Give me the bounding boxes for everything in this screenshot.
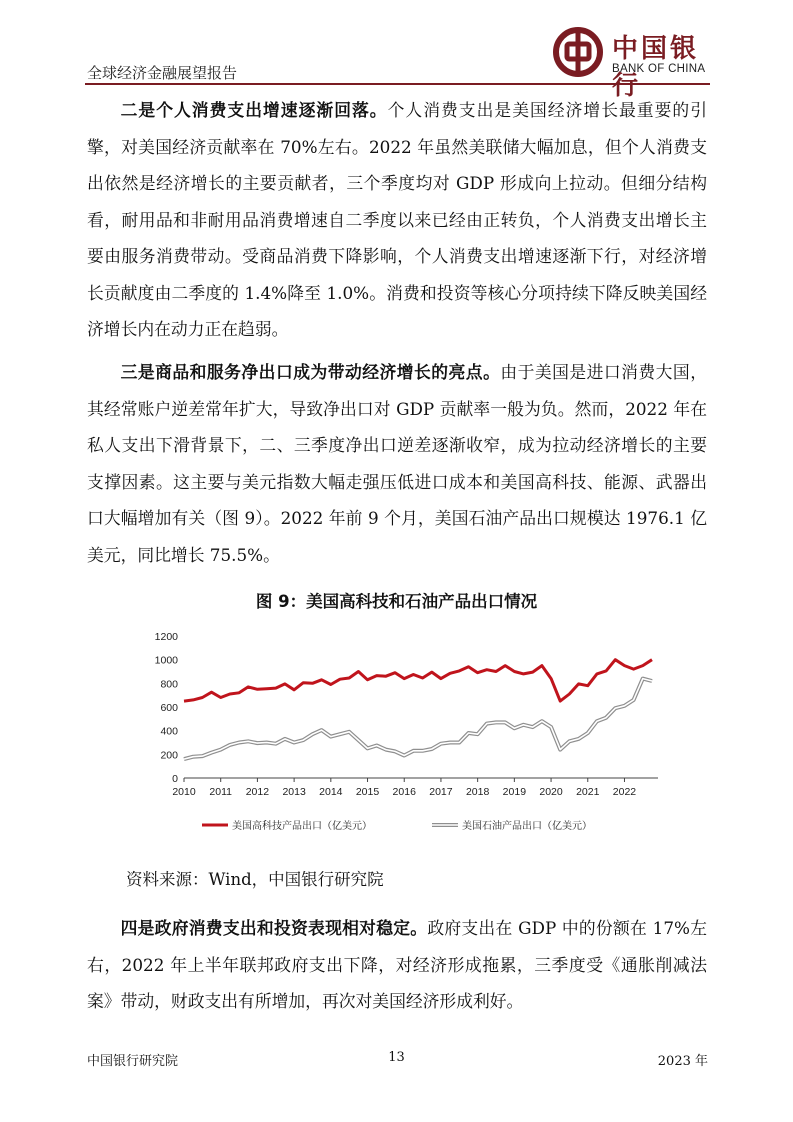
x-tick-label: 2013 (282, 786, 306, 798)
x-tick-label: 2012 (245, 786, 270, 798)
footer-institution: 中国银行研究院 (87, 1054, 179, 1069)
paragraph-heading: 二是个人消费支出增速逐渐回落。 (120, 100, 388, 120)
x-tick-label: 2021 (576, 786, 600, 798)
export-line-chart (140, 628, 680, 843)
x-tick-label: 2022 (612, 786, 637, 798)
x-tick-label: 2016 (392, 786, 416, 798)
y-tick-label: 1200 (154, 631, 178, 643)
x-tick-label: 2015 (355, 786, 380, 798)
x-tick-label: 2011 (209, 786, 233, 798)
legend-label: 美国石油产品出口（亿美元） (462, 821, 592, 832)
figure-source: 资料来源：Wind，中国银行研究院 (126, 870, 384, 889)
paragraph-consumption (87, 92, 707, 348)
x-tick-label: 2017 (429, 786, 453, 798)
legend-label: 美国高科技产品出口（亿美元） (232, 821, 372, 832)
y-axis-labels (155, 631, 179, 785)
y-tick-label: 200 (160, 749, 178, 762)
series-layer (184, 660, 652, 759)
x-axis (172, 778, 658, 798)
page-number: 13 (388, 1050, 405, 1065)
x-tick-label: 2014 (319, 786, 343, 798)
paragraph-net-exports (87, 354, 707, 573)
paragraph-text: 个人消费支出是美国经济增长最重要的引擎，对美国经济贡献率在 70%左右。2022 年虽然美联储大幅加息，但个人消费支出依然是经济增长的主要贡献者，三个季度均对 GDP 形成向上拉动。但细分结构看，耐用品和非耐用品消费增速自二季度以来已经由正转负，个人消费支出增长主要由服务消费带动。受商品消费下降影响，个人消费支出增速逐渐下行，对经济增长贡献度由二季度的 1.4%降至 1.0%。消费和投资等核心分项持续下降反映美国经济增长内在动力正在趋弱。 (87, 100, 707, 339)
bank-logo (552, 26, 712, 101)
paragraph-text: 政府支出在 GDP 中的份额在 17%左右，2022 年上半年联邦政府支出下降，对经济形成拖累，三季度受《通胀削减法案》带动，财政支出有所增加，再次对美国经济形成利好。 (87, 918, 707, 1011)
series-line-oil-inner (184, 679, 652, 760)
footer-year: 2023 年 (657, 1054, 708, 1069)
x-tick-label: 2018 (465, 786, 490, 798)
paragraph-text: 由于美国是进口消费大国，其经常账户逆差常年扩大，导致净出口对 GDP 贡献率一般为负。然而，2022 年在私人支出下滑背景下，二、三季度净出口逆差逐渐收窄，成为拉动经济增长的主要支撑因素。这主要与美元指数大幅走强压低进口成本和美国高科技、能源、武器出口大幅增加有关（图 9）。2022 年前 9 个月，美国石油产品出口规模达 1976.1 亿美元，同比增长 75.5%。 (87, 362, 707, 565)
bank-of-china-logo-icon (552, 26, 604, 78)
series-line-oil-outline (184, 679, 652, 760)
logo-chinese-name: 中国银行 (612, 34, 700, 101)
header-divider (85, 83, 710, 85)
chart-legend (202, 819, 592, 832)
y-tick-label: 800 (160, 678, 178, 691)
x-tick-label: 2019 (502, 786, 527, 798)
y-tick-label: 600 (160, 702, 178, 714)
report-title: 全球经济金融展望报告 (87, 64, 238, 82)
y-tick-label: 1000 (154, 654, 178, 667)
paragraph-government (87, 910, 707, 1020)
paragraph-heading: 三是商品和服务净出口成为带动经济增长的亮点。 (120, 362, 501, 382)
y-tick-label: 0 (172, 773, 178, 785)
figure-title: 图 9：美国高科技和石油产品出口情况 (255, 592, 538, 611)
logo-english-name: BANK OF CHINA (612, 63, 706, 75)
x-tick-label: 2010 (172, 786, 196, 798)
y-tick-label: 400 (160, 725, 178, 738)
x-tick-label: 2020 (539, 786, 563, 798)
series-line-hightech (184, 660, 652, 701)
paragraph-heading: 四是政府消费支出和投资表现相对稳定。 (120, 918, 428, 938)
